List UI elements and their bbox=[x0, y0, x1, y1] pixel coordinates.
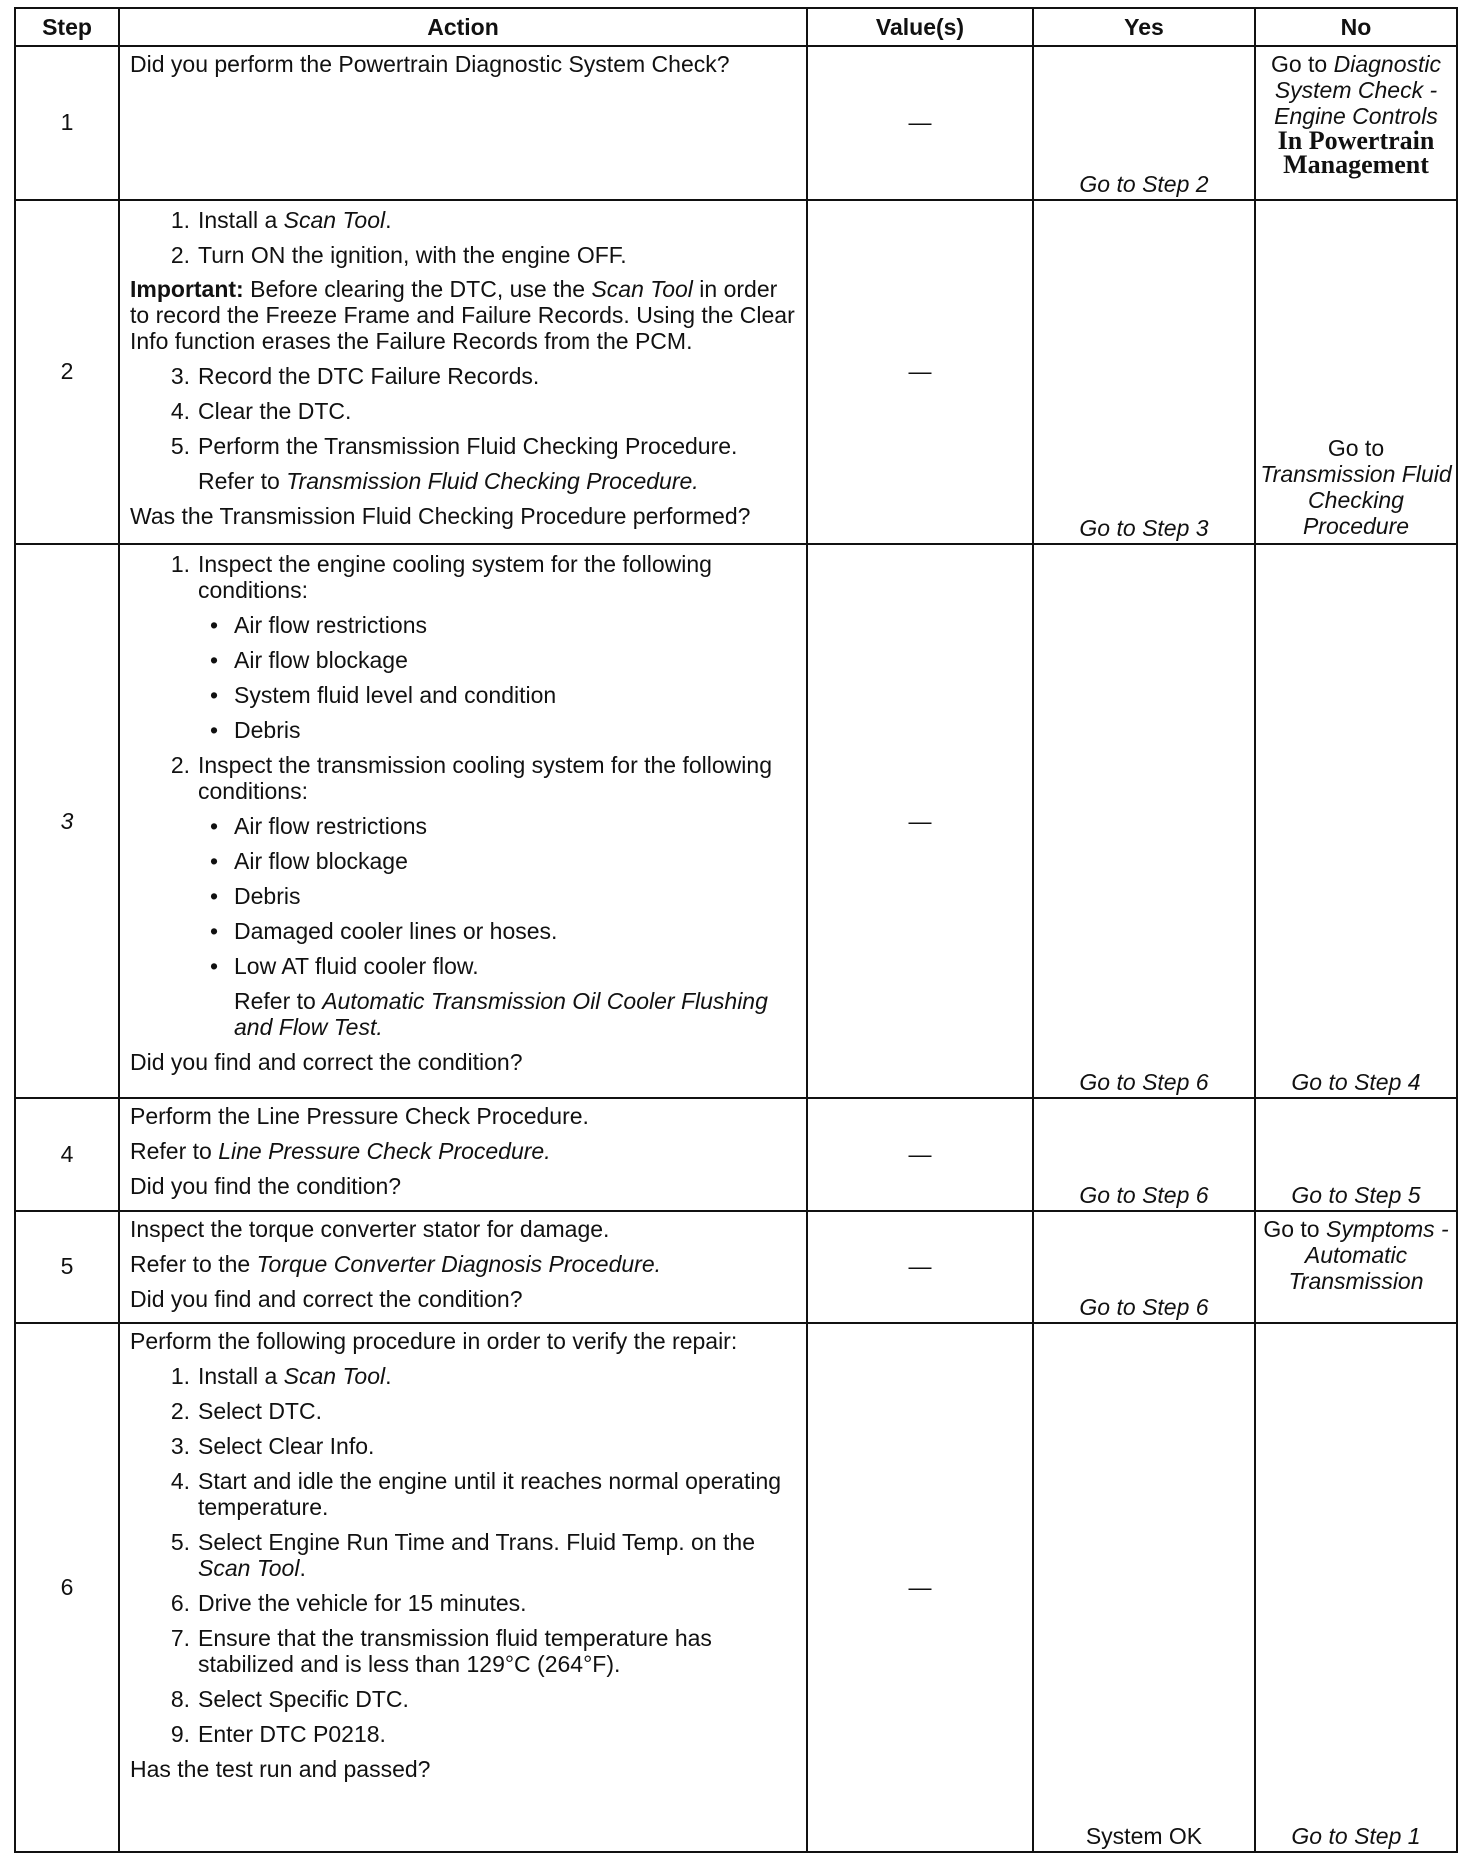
table-row-step-2 bbox=[15, 200, 1457, 545]
value-dash: — bbox=[807, 46, 1033, 200]
bullet-item: • Air flow blockage bbox=[210, 848, 408, 875]
table-row-step-6 bbox=[15, 1323, 1457, 1852]
action-cell bbox=[119, 46, 807, 200]
action-cell bbox=[119, 1323, 807, 1852]
step-number: 6 bbox=[15, 1323, 119, 1852]
bullet-item: • Air flow blockage bbox=[210, 647, 408, 674]
list-item: 7. Ensure that the transmission fluid temperature has stabilized and is less than 129°C (264°F). bbox=[170, 1624, 712, 1677]
no-link[interactable]: Go to Step 5 bbox=[1255, 1098, 1457, 1210]
question-text: Did you perform the Powertrain Diagnostic System Check? bbox=[130, 51, 730, 77]
refer-link[interactable]: Refer to Line Pressure Check Procedure. bbox=[130, 1138, 551, 1165]
list-item: 5. Perform the Transmission Fluid Checking Procedure. bbox=[170, 432, 738, 459]
question-text: Did you find the condition? bbox=[130, 1173, 402, 1200]
value-dash: — bbox=[807, 544, 1033, 1098]
list-item: 6. Drive the vehicle for 15 minutes. bbox=[170, 1589, 527, 1616]
refer-link[interactable]: Refer to the Torque Converter Diagnosis Procedure. bbox=[130, 1250, 661, 1277]
bullet-item: • Air flow restrictions bbox=[210, 813, 427, 840]
yes-link[interactable]: Go to Step 6 bbox=[1033, 544, 1255, 1098]
list-item: 4. Start and idle the engine until it reaches normal operating temperature. bbox=[170, 1467, 782, 1520]
list-item: 2. Turn ON the ignition, with the engine OFF. bbox=[170, 241, 627, 268]
value-dash: — bbox=[807, 1323, 1033, 1852]
list-item: 3. Record the DTC Failure Records. bbox=[170, 362, 540, 389]
header-step: Step bbox=[15, 8, 119, 46]
action-cell bbox=[119, 200, 807, 545]
list-item: 8. Select Specific DTC. bbox=[170, 1685, 409, 1712]
question-text: Was the Transmission Fluid Checking Procedure performed? bbox=[130, 502, 751, 529]
step-number: 3 bbox=[15, 544, 119, 1098]
list-item: 2. Select DTC. bbox=[170, 1397, 322, 1424]
question-text: Has the test run and passed? bbox=[130, 1755, 431, 1782]
bullet-item: • Debris bbox=[210, 883, 301, 910]
yes-link[interactable]: Go to Step 6 bbox=[1033, 1098, 1255, 1210]
diagnostic-table bbox=[14, 7, 1458, 1853]
no-link[interactable]: Go to Diagnostic System Check - Engine Controls In Powertrain Management bbox=[1255, 46, 1457, 200]
no-link[interactable]: Go to Step 4 bbox=[1255, 544, 1457, 1098]
bullet-item: • System fluid level and condition bbox=[210, 682, 557, 709]
action-text: Perform the following procedure in order to verify the repair: bbox=[130, 1327, 738, 1354]
step-number: 1 bbox=[15, 46, 119, 200]
list-item: 1. Inspect the engine cooling system for the following conditions: bbox=[170, 551, 712, 604]
table-row-step-5 bbox=[15, 1211, 1457, 1323]
important-note: Important: Before clearing the DTC, use the Scan Tool in order to record the Freeze Frame and Failure Records. Using the Clear Info function erases the Failure Records from the PCM. bbox=[130, 275, 795, 354]
list-item: 3. Select Clear Info. bbox=[170, 1432, 375, 1459]
list-item: 9. Enter DTC P0218. bbox=[170, 1720, 386, 1747]
yes-link[interactable]: Go to Step 6 bbox=[1033, 1211, 1255, 1323]
list-item: 1. Install a Scan Tool. bbox=[170, 1362, 392, 1389]
value-dash: — bbox=[807, 1098, 1033, 1210]
no-link-target: Transmission Fluid Checking Procedure bbox=[1260, 461, 1452, 540]
table-row-step-4 bbox=[15, 1098, 1457, 1210]
yes-result[interactable]: System OK bbox=[1033, 1323, 1255, 1852]
bullet-item: • Debris bbox=[210, 717, 301, 744]
no-link[interactable]: Go to Transmission Fluid Checking Procedure bbox=[1255, 200, 1457, 545]
action-cell bbox=[119, 1098, 807, 1210]
header-row bbox=[15, 8, 1457, 46]
no-link[interactable]: Go to Symptoms - Automatic Transmission bbox=[1255, 1211, 1457, 1323]
header-action: Action bbox=[119, 8, 807, 46]
bullet-item: • Air flow restrictions bbox=[210, 612, 427, 639]
step-number: 4 bbox=[15, 1098, 119, 1210]
step-number: 2 bbox=[15, 200, 119, 545]
question-text: Did you find and correct the condition? bbox=[130, 1285, 523, 1312]
list-item: 4. Clear the DTC. bbox=[170, 397, 352, 424]
table-row-step-1 bbox=[15, 46, 1457, 200]
action-cell bbox=[119, 1211, 807, 1323]
header-no: No bbox=[1255, 8, 1457, 46]
action-cell bbox=[119, 544, 807, 1098]
action-text: Perform the Line Pressure Check Procedure. bbox=[130, 1103, 589, 1130]
no-link[interactable]: Go to Step 1 bbox=[1255, 1323, 1457, 1852]
header-values: Value(s) bbox=[807, 8, 1033, 46]
question-text: Did you find and correct the condition? bbox=[130, 1049, 523, 1076]
no-link-target: Diagnostic System Check - Engine Controls bbox=[1274, 51, 1442, 129]
no-link-suffix: In Powertrain Management bbox=[1277, 126, 1435, 179]
bullet-item: • Damaged cooler lines or hoses. bbox=[210, 918, 558, 945]
header-yes: Yes bbox=[1033, 8, 1255, 46]
list-item: 2. Inspect the transmission cooling system for the following conditions: bbox=[170, 752, 772, 805]
yes-link[interactable]: Go to Step 2 bbox=[1033, 46, 1255, 200]
list-item: 5. Select Engine Run Time and Trans. Fluid Temp. on the Scan Tool. bbox=[170, 1528, 755, 1581]
no-link-target: Symptoms - Automatic Transmission bbox=[1288, 1215, 1449, 1294]
value-dash: — bbox=[807, 200, 1033, 545]
yes-link[interactable]: Go to Step 3 bbox=[1033, 200, 1255, 545]
refer-link[interactable]: Refer to Transmission Fluid Checking Procedure. bbox=[198, 467, 699, 494]
action-text: Inspect the torque converter stator for damage. bbox=[130, 1215, 610, 1242]
step-number: 5 bbox=[15, 1211, 119, 1323]
value-dash: — bbox=[807, 1211, 1033, 1323]
table-row-step-3 bbox=[15, 544, 1457, 1098]
refer-link[interactable]: Refer to Automatic Transmission Oil Cooler Flushing and Flow Test. bbox=[234, 988, 768, 1041]
list-item: 1. Install a Scan Tool. bbox=[170, 206, 392, 233]
bullet-item: • Low AT fluid cooler flow. bbox=[210, 953, 479, 980]
